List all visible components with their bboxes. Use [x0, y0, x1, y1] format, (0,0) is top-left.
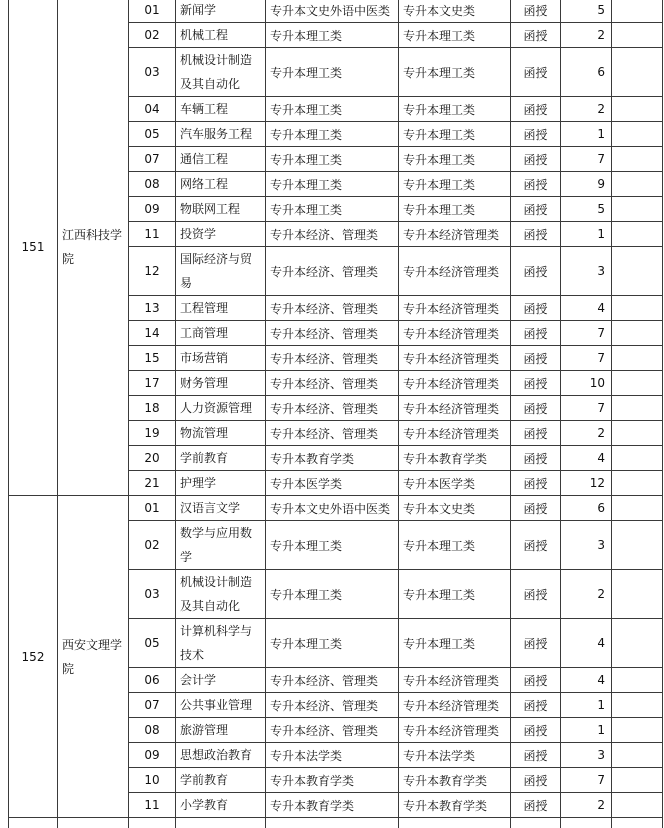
major-name-cell: 学前教育: [176, 768, 266, 793]
school-number-cell: 152: [9, 496, 58, 818]
remark-cell: [612, 396, 663, 421]
admission-category-cell: 专升本医学类: [399, 471, 511, 496]
major-name-cell: 新闻学: [176, 0, 266, 23]
study-mode-cell: 函授: [511, 421, 561, 446]
remark-cell: [612, 321, 663, 346]
remark-cell: [612, 471, 663, 496]
school-name-cell: 江西科技学院: [58, 0, 129, 496]
admission-category-cell: 专升本经济管理类: [399, 222, 511, 247]
admission-category-cell: 专升本教育学类: [399, 768, 511, 793]
exam-category-cell: 专升本经济、管理类: [266, 222, 399, 247]
remark-cell: [612, 346, 663, 371]
remark-cell: [612, 247, 663, 296]
admission-plan-table: [8, 0, 663, 828]
exam-category-cell: 专升本经济、管理类: [266, 371, 399, 396]
remark-cell: [612, 97, 663, 122]
exam-category-cell: 专升本经济、管理类: [266, 296, 399, 321]
empty-cell: [511, 818, 561, 828]
study-mode-cell: 函授: [511, 743, 561, 768]
major-name-cell: 国际经济与贸易: [176, 247, 266, 296]
study-mode-cell: 函授: [511, 0, 561, 23]
remark-cell: [612, 421, 663, 446]
major-code-cell: 08: [129, 718, 176, 743]
major-code-cell: 14: [129, 321, 176, 346]
admission-category-cell: 专升本经济管理类: [399, 396, 511, 421]
quota-cell: 12: [561, 471, 612, 496]
major-code-cell: 19: [129, 421, 176, 446]
major-code-cell: 07: [129, 147, 176, 172]
exam-category-cell: 专升本经济、管理类: [266, 346, 399, 371]
school-name-cell: 西安文理学院: [58, 496, 129, 818]
exam-category-cell: 专升本经济、管理类: [266, 247, 399, 296]
table-row: [9, 496, 663, 521]
quota-cell: 7: [561, 346, 612, 371]
study-mode-cell: 函授: [511, 496, 561, 521]
major-code-cell: 05: [129, 122, 176, 147]
exam-category-cell: 专升本教育学类: [266, 446, 399, 471]
admission-category-cell: 专升本经济管理类: [399, 321, 511, 346]
remark-cell: [612, 570, 663, 619]
admission-category-cell: 专升本文史类: [399, 496, 511, 521]
remark-cell: [612, 693, 663, 718]
major-code-cell: 02: [129, 23, 176, 48]
major-name-cell: 人力资源管理: [176, 396, 266, 421]
table-row: [9, 818, 663, 828]
major-name-cell: 会计学: [176, 668, 266, 693]
exam-category-cell: 专升本理工类: [266, 97, 399, 122]
major-name-cell: 机械设计制造及其自动化: [176, 570, 266, 619]
major-code-cell: 03: [129, 48, 176, 97]
empty-cell: [266, 818, 399, 828]
empty-cell: [58, 818, 129, 828]
table-row: [9, 0, 663, 23]
quota-cell: 4: [561, 668, 612, 693]
quota-cell: 7: [561, 147, 612, 172]
study-mode-cell: 函授: [511, 668, 561, 693]
major-code-cell: 21: [129, 471, 176, 496]
quota-cell: 3: [561, 743, 612, 768]
major-code-cell: 11: [129, 222, 176, 247]
major-code-cell: 10: [129, 768, 176, 793]
study-mode-cell: 函授: [511, 446, 561, 471]
exam-category-cell: 专升本经济、管理类: [266, 396, 399, 421]
quota-cell: 1: [561, 718, 612, 743]
exam-category-cell: 专升本经济、管理类: [266, 668, 399, 693]
quota-cell: 7: [561, 768, 612, 793]
study-mode-cell: 函授: [511, 619, 561, 668]
major-code-cell: 20: [129, 446, 176, 471]
study-mode-cell: 函授: [511, 48, 561, 97]
study-mode-cell: 函授: [511, 718, 561, 743]
exam-category-cell: 专升本理工类: [266, 147, 399, 172]
quota-cell: 4: [561, 619, 612, 668]
admission-category-cell: 专升本经济管理类: [399, 668, 511, 693]
major-code-cell: 01: [129, 496, 176, 521]
major-name-cell: 机械设计制造及其自动化: [176, 48, 266, 97]
major-name-cell: 小学教育: [176, 793, 266, 818]
study-mode-cell: 函授: [511, 396, 561, 421]
exam-category-cell: 专升本经济、管理类: [266, 693, 399, 718]
major-code-cell: 06: [129, 668, 176, 693]
admission-category-cell: 专升本理工类: [399, 122, 511, 147]
quota-cell: 1: [561, 693, 612, 718]
exam-category-cell: 专升本医学类: [266, 471, 399, 496]
school-number-cell: 151: [9, 0, 58, 496]
major-code-cell: 08: [129, 172, 176, 197]
quota-cell: 3: [561, 521, 612, 570]
empty-cell: [399, 818, 511, 828]
major-name-cell: 旅游管理: [176, 718, 266, 743]
study-mode-cell: 函授: [511, 172, 561, 197]
admission-category-cell: 专升本经济管理类: [399, 346, 511, 371]
exam-category-cell: 专升本经济、管理类: [266, 718, 399, 743]
quota-cell: 5: [561, 197, 612, 222]
remark-cell: [612, 668, 663, 693]
empty-cell: [9, 818, 58, 828]
study-mode-cell: 函授: [511, 321, 561, 346]
major-code-cell: 03: [129, 570, 176, 619]
remark-cell: [612, 793, 663, 818]
exam-category-cell: 专升本法学类: [266, 743, 399, 768]
exam-category-cell: 专升本理工类: [266, 48, 399, 97]
exam-category-cell: 专升本理工类: [266, 122, 399, 147]
major-name-cell: 数学与应用数学: [176, 521, 266, 570]
remark-cell: [612, 446, 663, 471]
exam-category-cell: 专升本经济、管理类: [266, 421, 399, 446]
major-name-cell: 网络工程: [176, 172, 266, 197]
study-mode-cell: 函授: [511, 97, 561, 122]
remark-cell: [612, 496, 663, 521]
quota-cell: 10: [561, 371, 612, 396]
quota-cell: 2: [561, 421, 612, 446]
admission-category-cell: 专升本经济管理类: [399, 718, 511, 743]
exam-category-cell: 专升本理工类: [266, 197, 399, 222]
remark-cell: [612, 718, 663, 743]
major-name-cell: 思想政治教育: [176, 743, 266, 768]
quota-cell: 6: [561, 48, 612, 97]
study-mode-cell: 函授: [511, 247, 561, 296]
study-mode-cell: 函授: [511, 296, 561, 321]
study-mode-cell: 函授: [511, 471, 561, 496]
quota-cell: 7: [561, 321, 612, 346]
major-name-cell: 物流管理: [176, 421, 266, 446]
admission-category-cell: 专升本经济管理类: [399, 247, 511, 296]
remark-cell: [612, 172, 663, 197]
remark-cell: [612, 147, 663, 172]
study-mode-cell: 函授: [511, 222, 561, 247]
major-code-cell: 13: [129, 296, 176, 321]
quota-cell: 5: [561, 0, 612, 23]
quota-cell: 2: [561, 793, 612, 818]
major-name-cell: 学前教育: [176, 446, 266, 471]
major-name-cell: 物联网工程: [176, 197, 266, 222]
major-name-cell: 财务管理: [176, 371, 266, 396]
admission-category-cell: 专升本教育学类: [399, 793, 511, 818]
major-name-cell: 车辆工程: [176, 97, 266, 122]
study-mode-cell: 函授: [511, 122, 561, 147]
quota-cell: 6: [561, 496, 612, 521]
major-code-cell: 02: [129, 521, 176, 570]
admission-category-cell: 专升本法学类: [399, 743, 511, 768]
empty-cell: [129, 818, 176, 828]
major-code-cell: 12: [129, 247, 176, 296]
admission-category-cell: 专升本经济管理类: [399, 421, 511, 446]
major-name-cell: 计算机科学与技术: [176, 619, 266, 668]
remark-cell: [612, 48, 663, 97]
major-code-cell: 04: [129, 97, 176, 122]
admission-category-cell: 专升本经济管理类: [399, 371, 511, 396]
admission-category-cell: 专升本理工类: [399, 48, 511, 97]
quota-cell: 2: [561, 97, 612, 122]
major-name-cell: 护理学: [176, 471, 266, 496]
major-code-cell: 11: [129, 793, 176, 818]
study-mode-cell: 函授: [511, 371, 561, 396]
remark-cell: [612, 296, 663, 321]
major-code-cell: 07: [129, 693, 176, 718]
remark-cell: [612, 371, 663, 396]
exam-category-cell: 专升本理工类: [266, 172, 399, 197]
major-name-cell: 公共事业管理: [176, 693, 266, 718]
quota-cell: 2: [561, 570, 612, 619]
major-name-cell: 机械工程: [176, 23, 266, 48]
study-mode-cell: 函授: [511, 793, 561, 818]
exam-category-cell: 专升本理工类: [266, 23, 399, 48]
study-mode-cell: 函授: [511, 346, 561, 371]
major-code-cell: 09: [129, 743, 176, 768]
study-mode-cell: 函授: [511, 570, 561, 619]
quota-cell: 1: [561, 122, 612, 147]
major-code-cell: 01: [129, 0, 176, 23]
exam-category-cell: 专升本理工类: [266, 570, 399, 619]
remark-cell: [612, 122, 663, 147]
study-mode-cell: 函授: [511, 197, 561, 222]
admission-category-cell: 专升本理工类: [399, 570, 511, 619]
admission-category-cell: 专升本教育学类: [399, 446, 511, 471]
major-code-cell: 05: [129, 619, 176, 668]
study-mode-cell: 函授: [511, 768, 561, 793]
major-name-cell: 通信工程: [176, 147, 266, 172]
remark-cell: [612, 0, 663, 23]
exam-category-cell: 专升本教育学类: [266, 793, 399, 818]
admission-category-cell: 专升本理工类: [399, 23, 511, 48]
remark-cell: [612, 768, 663, 793]
major-name-cell: 市场营销: [176, 346, 266, 371]
admission-category-cell: 专升本经济管理类: [399, 693, 511, 718]
study-mode-cell: 函授: [511, 521, 561, 570]
admission-category-cell: 专升本经济管理类: [399, 296, 511, 321]
admission-category-cell: 专升本文史类: [399, 0, 511, 23]
exam-category-cell: 专升本理工类: [266, 619, 399, 668]
admission-category-cell: 专升本理工类: [399, 172, 511, 197]
quota-cell: 3: [561, 247, 612, 296]
remark-cell: [612, 197, 663, 222]
major-name-cell: 汽车服务工程: [176, 122, 266, 147]
exam-category-cell: 专升本文史外语中医类: [266, 496, 399, 521]
empty-cell: [176, 818, 266, 828]
study-mode-cell: 函授: [511, 23, 561, 48]
remark-cell: [612, 619, 663, 668]
exam-category-cell: 专升本文史外语中医类: [266, 0, 399, 23]
major-name-cell: 汉语言文学: [176, 496, 266, 521]
quota-cell: 4: [561, 296, 612, 321]
remark-cell: [612, 743, 663, 768]
remark-cell: [612, 521, 663, 570]
major-name-cell: 工商管理: [176, 321, 266, 346]
study-mode-cell: 函授: [511, 147, 561, 172]
major-code-cell: 09: [129, 197, 176, 222]
admission-category-cell: 专升本理工类: [399, 197, 511, 222]
admission-plan-body: [9, 0, 663, 828]
major-name-cell: 投资学: [176, 222, 266, 247]
quota-cell: 2: [561, 23, 612, 48]
major-name-cell: 工程管理: [176, 296, 266, 321]
admission-category-cell: 专升本理工类: [399, 97, 511, 122]
admission-category-cell: 专升本理工类: [399, 147, 511, 172]
quota-cell: 4: [561, 446, 612, 471]
exam-category-cell: 专升本理工类: [266, 521, 399, 570]
empty-cell: [612, 818, 663, 828]
quota-cell: 1: [561, 222, 612, 247]
remark-cell: [612, 222, 663, 247]
quota-cell: 7: [561, 396, 612, 421]
quota-cell: 9: [561, 172, 612, 197]
major-code-cell: 15: [129, 346, 176, 371]
study-mode-cell: 函授: [511, 693, 561, 718]
exam-category-cell: 专升本教育学类: [266, 768, 399, 793]
major-code-cell: 18: [129, 396, 176, 421]
admission-category-cell: 专升本理工类: [399, 619, 511, 668]
exam-category-cell: 专升本经济、管理类: [266, 321, 399, 346]
major-code-cell: 17: [129, 371, 176, 396]
admission-category-cell: 专升本理工类: [399, 521, 511, 570]
empty-cell: [561, 818, 612, 828]
remark-cell: [612, 23, 663, 48]
